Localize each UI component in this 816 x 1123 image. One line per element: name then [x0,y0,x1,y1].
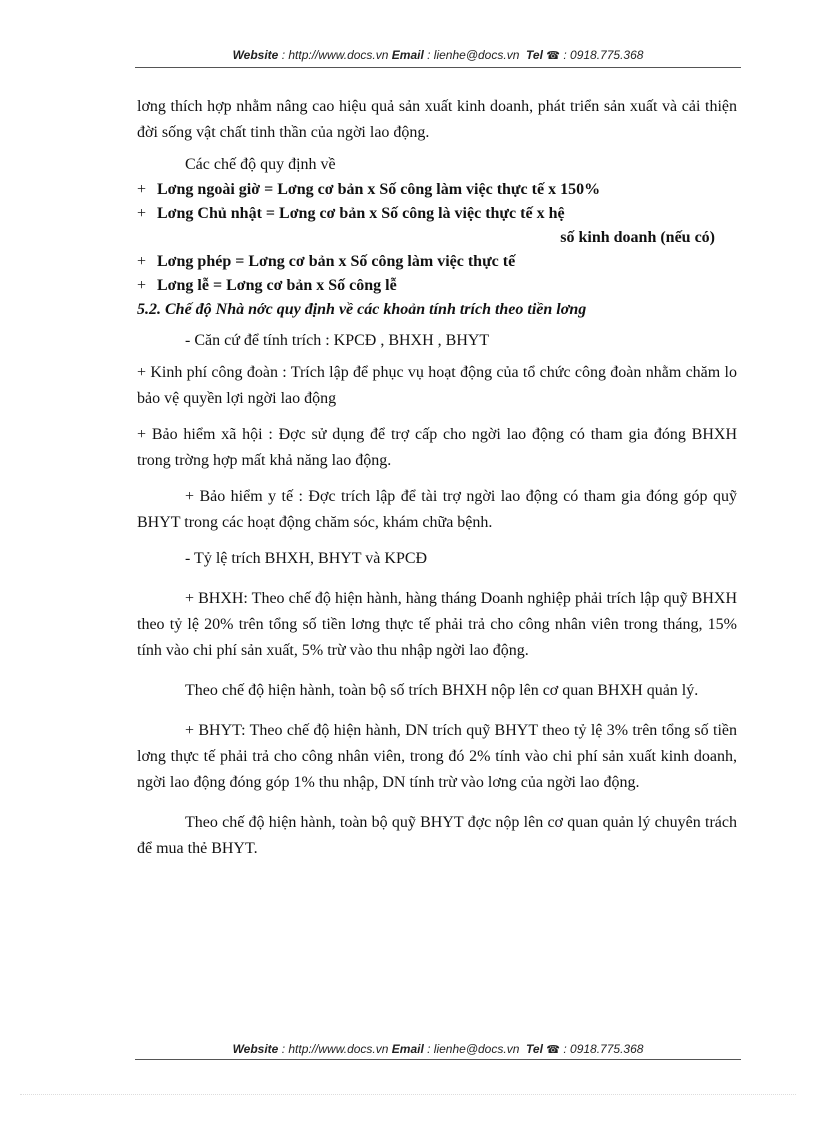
email-value[interactable]: lienhe@docs.vn [433,48,520,62]
website-url[interactable]: http://www.docs.vn [288,1042,389,1056]
paragraph-10: + BHYT: Theo chế độ hiện hành, DN trích quỹ BHYT theo tỷ lệ 3% trên tổng số tiền lơng thực tế phải trả cho công nhân viên, trong đó 2% tính vào chi phí sản xuất kinh doanh, ngời lao động đóng góp 1% thu nhập, DN tính trừ vào lơng của ngời lao động. [137,722,737,791]
formula-overtime-text: Lơng ngoài giờ = Lơng cơ bản x Số công làm việc thực tế x 150% [157,181,601,198]
document-body [137,94,737,862]
formula-leave [137,250,737,274]
header-separator: : [278,48,289,62]
website-label: Website [232,1042,279,1056]
website-label: Website [232,48,279,62]
tel-value: 0918.775.368 [570,1042,644,1056]
formula-sunday [137,202,737,226]
paragraph-7: - Tỷ lệ trích BHXH, BHYT và KPCĐ [185,550,428,567]
phone-icon: ☎ [546,1044,560,1056]
footer-separator: : [423,1042,434,1056]
email-label: Email [391,1042,424,1056]
tel-label: Tel [526,48,543,62]
paragraph-3: - Căn cứ để tính trích : KPCĐ , BHXH , BHYT [185,332,490,349]
page-footer [135,1042,741,1056]
page-edge-dots [20,1094,796,1095]
header-rule [135,67,741,68]
plus-sign: + [137,253,147,270]
paragraph-6: + Bảo hiểm y tế : Đợc trích lập để tài trợ ngời lao động có tham gia đóng góp quỹ BHYT trong các hoạt động chăm sóc, khám chữa bệnh. [137,488,737,531]
paragraph-8: + BHXH: Theo chế độ hiện hành, hàng tháng Doanh nghiệp phải trích lập quỹ BHXH theo tỷ lệ 20% trên tổng số tiền lơng thực tế phải trả cho công nhân viên trong tháng, 15% tính vào chi phí sản xuất, 5% trừ vào thu nhập ngời lao động. [137,590,737,659]
phone-icon: ☎ [546,50,560,62]
plus-sign: + [137,181,147,198]
paragraph-11: Theo chế độ hiện hành, toàn bộ quỹ BHYT đợc nộp lên cơ quan quản lý chuyên trách để mua thẻ BHYT. [137,814,737,857]
plus-sign: + [137,277,147,294]
paragraph-9: Theo chế độ hiện hành, toàn bộ số trích BHXH nộp lên cơ quan BHXH quản lý. [185,682,699,699]
footer-separator: : [560,1042,571,1056]
formula-sunday-continuation: số kinh doanh (nếu có) [560,229,715,246]
formula-sunday-text: Lơng Chủ nhật = Lơng cơ bản x Số công là việc thực tế x hệ [157,205,565,222]
footer-rule [135,1059,741,1060]
formula-leave-text: Lơng phép = Lơng cơ bản x Số công làm việc thực tế [157,253,516,270]
website-url[interactable]: http://www.docs.vn [288,48,389,62]
plus-sign: + [137,205,147,222]
email-value[interactable]: lienhe@docs.vn [433,1042,520,1056]
footer-separator: : [278,1042,289,1056]
formula-overtime [137,178,737,202]
header-separator: : [423,48,434,62]
tel-label: Tel [526,1042,543,1056]
paragraph-1: lơng thích hợp nhằm nâng cao hiệu quả sản xuất kinh doanh, phát triển sản xuất và cải thiện đời sống vật chất tinh thần của ngời lao động. [137,98,737,141]
tel-value: 0918.775.368 [570,48,644,62]
page-header [135,48,741,62]
paragraph-4: + Kinh phí công đoàn : Trích lập để phục vụ hoạt động của tổ chức công đoàn nhằm chăm lo bảo vệ quyền lợi ngời lao động [137,364,737,407]
header-separator: : [560,48,571,62]
formula-holiday-text: Lơng lễ = Lơng cơ bản x Số công lễ [157,277,397,294]
paragraph-5: + Bảo hiểm xã hội : Đợc sử dụng để trợ cấp cho ngời lao động có tham gia đóng BHXH trong trờng hợp mất khả năng lao động. [137,426,737,469]
section-heading: 5.2. Chế độ Nhà nớc quy định về các khoản tính trích theo tiền lơng [137,301,587,318]
formula-holiday [137,274,737,298]
paragraph-2: Các chế độ quy định về [185,156,336,173]
email-label: Email [391,48,424,62]
